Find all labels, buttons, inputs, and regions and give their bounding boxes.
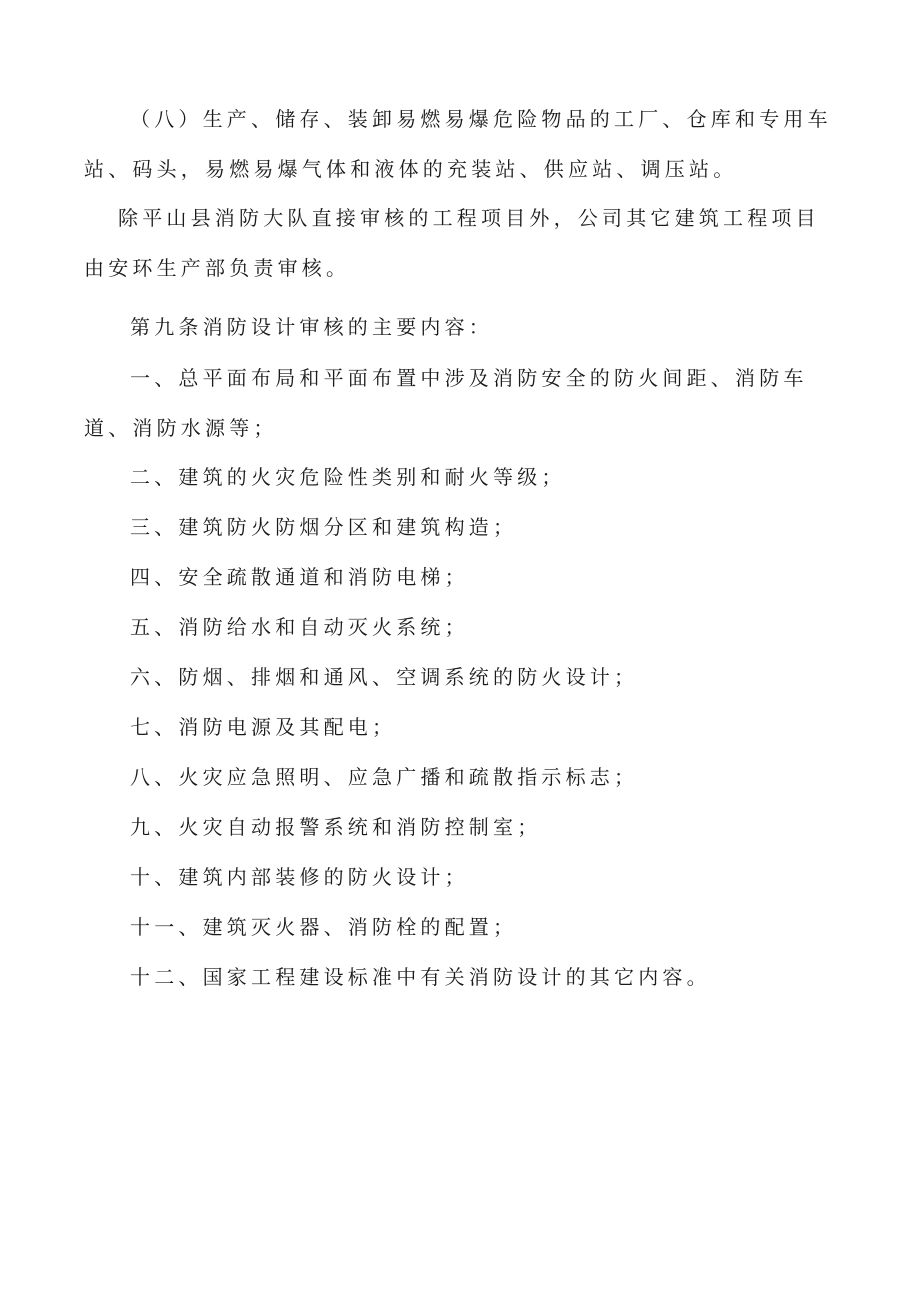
review-item-2: 二、建筑的火灾危险性类别和耐火等级；: [130, 465, 566, 489]
review-item-1: 一、总平面布局和平面布置中涉及消防安全的防火间距、消防车道、消防水源等；: [84, 366, 808, 440]
review-item-3: 三、建筑防火防烟分区和建筑构造；: [130, 515, 518, 539]
review-item-7: 七、消防电源及其配电；: [130, 715, 397, 739]
review-item-8: 八、火灾应急照明、应急广播和疏散指示标志；: [130, 765, 639, 789]
review-item-9: 九、火灾自动报警系统和消防控制室；: [130, 815, 542, 839]
paragraph-category-eight: （八）生产、储存、装卸易燃易爆危险物品的工厂、仓库和专用车站、码头，易燃易爆气体和液体的充装站、供应站、调压站。: [84, 107, 832, 181]
review-item-11: 十一、建筑灭火器、消防栓的配置；: [130, 915, 518, 939]
review-item-4: 四、安全疏散通道和消防电梯；: [130, 565, 469, 589]
review-item-6: 六、防烟、排烟和通风、空调系统的防火设计；: [130, 665, 639, 689]
paragraph-review-scope: 除平山县消防大队直接审核的工程项目外，公司其它建筑工程项目由安环生产部负责审核。: [84, 206, 820, 280]
review-item-5: 五、消防给水和自动灭火系统；: [130, 615, 469, 639]
review-item-10: 十、建筑内部装修的防火设计；: [130, 865, 469, 889]
review-item-12: 十二、国家工程建设标准中有关消防设计的其它内容。: [130, 965, 711, 989]
article-nine-heading: 第九条消防设计审核的主要内容：: [130, 315, 493, 339]
